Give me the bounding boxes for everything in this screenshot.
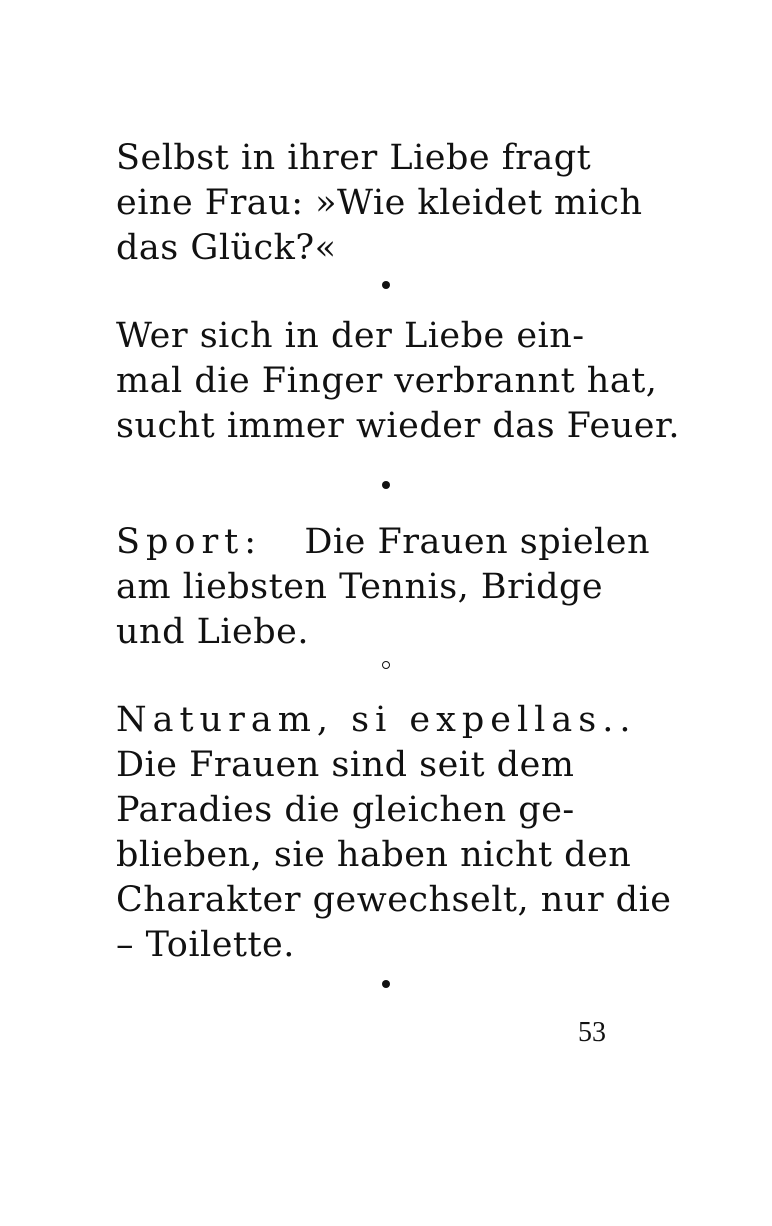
aphorism-1-line-3: das Glück?« [116,228,337,268]
aphorism-4 [116,698,672,968]
aphorism-2-line-3: sucht immer wieder das Feuer. [116,406,681,446]
aphorism-2-line-2: mal die Finger verbrannt hat, [116,361,658,401]
divider-dot-2 [382,481,390,489]
aphorism-4-line-2: Die Frauen sind seit dem [116,745,575,785]
aphorism-4-lead: Naturam, si expellas.. [116,700,637,740]
aphorism-4-line-6: – Toilette. [116,925,295,965]
aphorism-3-lead: Sport: [116,522,263,562]
aphorism-3-line-1-rest: Die Frauen spielen [304,522,650,562]
aphorism-1-line-2: eine Frau: »Wie kleidet mich [116,183,643,223]
aphorism-4-line-5: Charakter gewechselt, nur die [116,880,672,920]
divider-dot-1 [382,281,390,289]
divider-circle [382,661,390,669]
aphorism-3-line-3: und Liebe. [116,612,310,652]
page-number: 53 [578,1017,606,1048]
aphorism-2 [116,314,681,449]
aphorism-3-line-1 [116,520,650,565]
aphorism-2-line-1: Wer sich in der Liebe ein- [116,316,585,356]
aphorism-1 [116,136,650,271]
aphorism-4-line-4: blieben, sie haben nicht den [116,835,632,875]
aphorism-1-line-1: Selbst in ihrer Liebe fragt [116,138,592,178]
divider-dot-3 [382,980,390,988]
aphorism-3 [116,520,650,655]
aphorism-3-line-2: am liebsten Tennis, Bridge [116,567,604,607]
aphorism-4-line-3: Paradies die gleichen ge- [116,790,575,830]
